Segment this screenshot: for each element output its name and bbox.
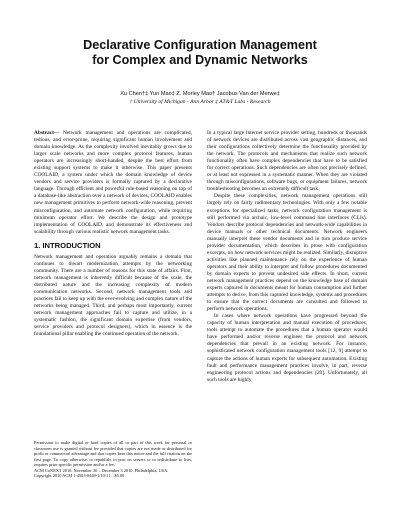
affiliations: † University of Michigan - Ann Arbor ‡ AT&T Labs - Research [129, 99, 271, 105]
body-paragraph: Despite these complexities, network management operations still largely rely on fairly rudimentary technologies. With only a few notable exceptions for specialized tasks, network configuration management is still performed via archaic, low-level command line interfaces (CLIs). Vendors describe protocol dependencies and network-wide capabilities in device manuals or other technical documents. Network engineers manually interpret these vendor documents and in turn produce service provider documentation, which describes in prose with configuration excerpts, on how network services might be realized. Similarly, disruptive activities like planned maintenance rely on the experience of human operators and their ability to interpret and follow procedures documented by domain experts to prevent undesired side effects. In short, current network management practices depend on the knowledge base of domain experts captured in documents meant for human consumption and further attempts to derive, from this captured knowledge, systems and procedures to ensure that the correct documents are consulted and followed to perform network operations. [207, 193, 367, 313]
author-list: Xu Chen†‡ Yun Mao‡ Z. Morley Mao† Jacobus Van der Merwe‡ [120, 91, 280, 97]
paper-title-line-2: for Complex and Dynamic Networks [92, 53, 308, 67]
right-column [207, 130, 367, 384]
paper-title-line-1: Declarative Configuration Management [83, 38, 317, 52]
conference-venue: ACM CoNEXT 2010, November 30 – December 3 2010, Philadelphia, USA. [34, 467, 169, 473]
permission-notice [34, 440, 192, 479]
body-paragraph: In a typical large Internet service provider setting, hundreds or thousands of network devices are distributed across vast geographic distances, and their configurations collectively determine the functionality provided by the network. The protocols and mechanisms that realize such network functionality often have complex dependencies that have to be satisfied for correct operations. Such dependencies are often not precisely defined, or at least not expressed in a systematic manner. When they are violated through misconfigurations, software bugs, or equipment failures, network troubleshooting becomes an extremely difficult task. [207, 130, 367, 193]
left-column [34, 130, 192, 338]
abstract-label: Abstract— [34, 130, 60, 136]
intro-paragraph: Network management and operation arguably remains a domain that continues to thwart modernization attempts by the networking community. There are a number of reasons for this state of affairs. First, network management is inherently difficult because of the scale, the distributed nature and the increasing complexity of modern communication networks. Second, network management tools and practices fail to keep up with the ever-evolving and complex nature of the networks being managed. Third, and perhaps most importantly, current network management approaches fail to capture and utilize, in a systematic fashion, the significant domain expertise (from vendors, service providers and protocol designers), which in essence is the foundational pillar enabling the continued operation of the network. [34, 253, 192, 338]
abstract [34, 130, 192, 236]
section-heading-introduction: 1. INTRODUCTION [34, 240, 101, 250]
copyright-line: Copyright 2010 ACM 1-4503-0448-1/10/11 ...$5.00. [34, 473, 126, 478]
permission-text: Permission to make digital or hard copies of all or part of this work for personal or classroom use is granted without fee provided that copies are not made or distributed for profit or commercial advantage and that copies bear this notice and the full citation on the first page. To copy otherwise, to republish, to post on servers or to redistribute to lists, requires prior specific permission and/or a fee. [34, 440, 192, 467]
body-paragraph: In cases where network operations have progressed beyond the capacity of human interpretation and manual execution of procedures, tools attempt to automate the procedures that a human operator would have performed and/or reverse engineer the protocol and network dependencies that prevail in an existing network. For instance, sophisticated network configuration management tools [12, 9] attempt to capture the actions of human experts for subsequent automation. Existing fault and performance management practices involve, in part, reverse engineering protocol actions and dependencies [20]. Unfortunately, all such tools are highly [207, 313, 367, 383]
abstract-text: Network management and operations are complicated, tedious, and error-prone, requiring significant human involvement and domain knowledge. As the complexity involved inevitably grows due to larger scale networks and more complex protocol features, human operators are increasingly short-handed, despite the best effort from existing support systems to make it otherwise. This paper presents COOLAID, a system under which the domain knowledge of device vendors and service providers is formally captured by a declarative language. Through efficient and powerful rule-based reasoning on top of a database-like abstraction over a network of devices, COOLAID enables new management primitives to perform network-wide reasoning, prevent misconfiguration, and automate network configuration, while requiring minimum operator effort. We describe the design and prototype implementation of COOLAID, and demonstrate its effectiveness and scalability through various realistic network management tasks. [34, 130, 192, 235]
